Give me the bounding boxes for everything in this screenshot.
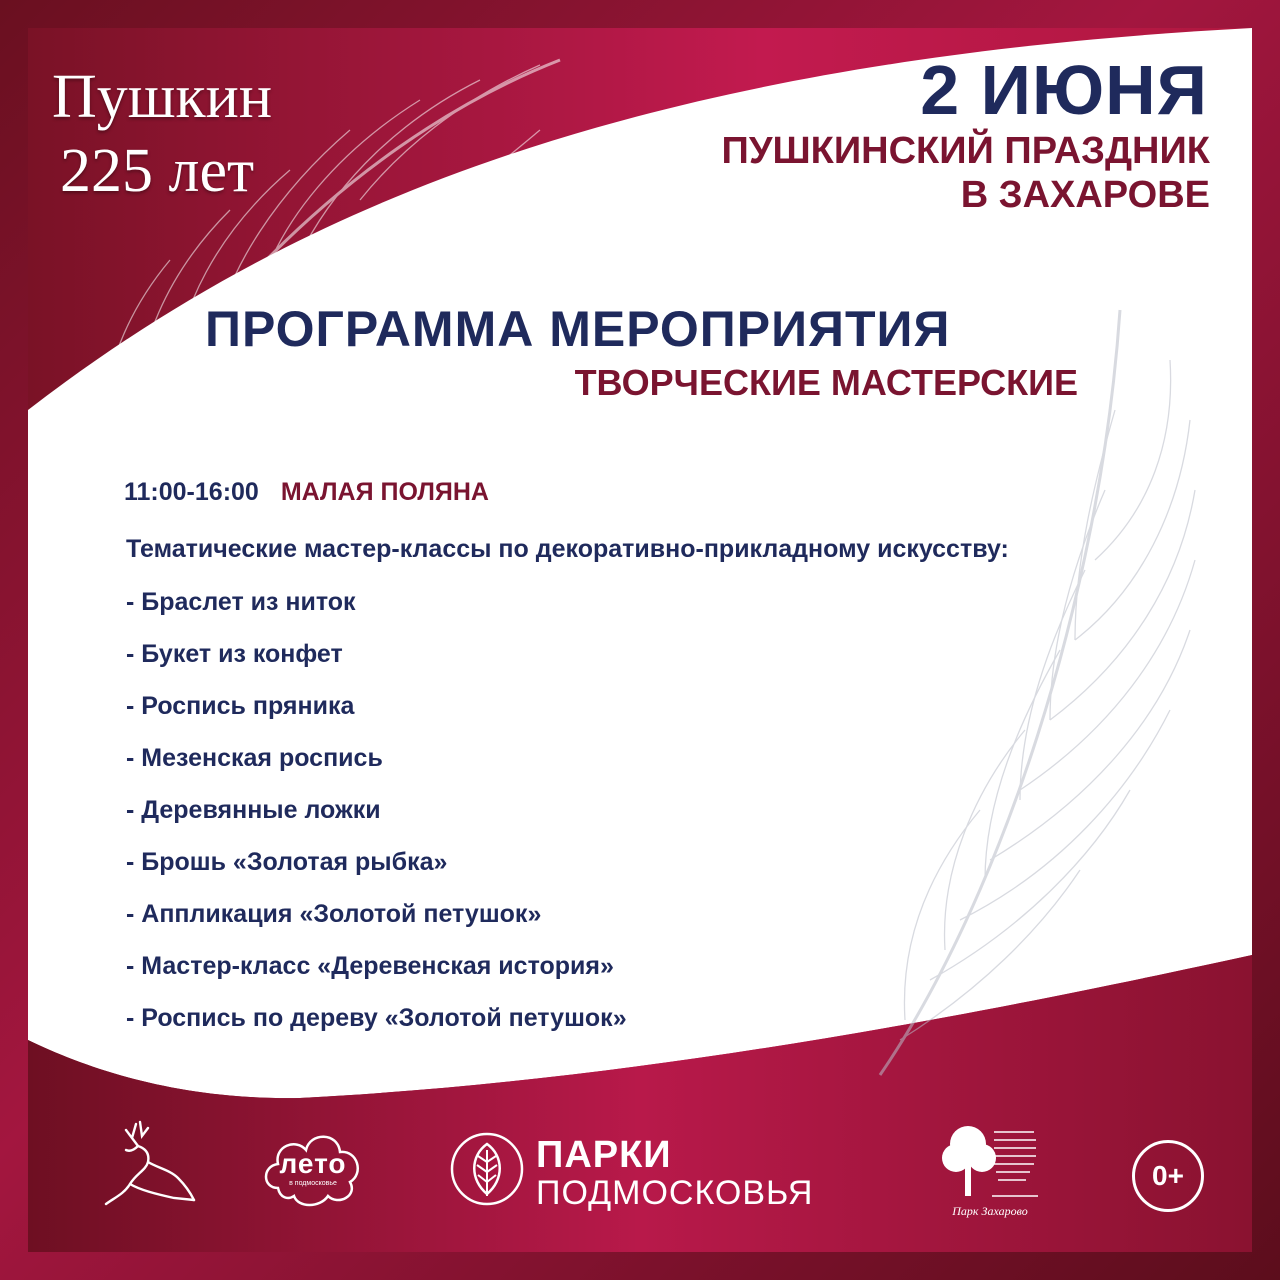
list-item: - Аппликация «Золотой петушок» [126, 900, 542, 928]
program-subtitle: ТВОРЧЕСКИЕ МАСТЕРСКИЕ [574, 362, 1078, 403]
workshop-list [126, 585, 627, 1053]
event-date: 2 ИЮНЯ [920, 51, 1208, 129]
schedule-time: 11:00-16:00 [124, 478, 259, 506]
list-item: - Браслет из ниток [126, 588, 356, 616]
parks-logo-line1: ПАРКИ [536, 1134, 672, 1176]
age-rating-badge: 0+ [1132, 1140, 1204, 1212]
leaf-logo-icon [448, 1130, 526, 1208]
list-item: - Брошь «Золотая рыбка» [126, 848, 448, 876]
list-item: - Букет из конфет [126, 640, 343, 668]
list-item: - Роспись по дереву «Золотой петушок» [126, 1004, 627, 1032]
anniversary-title [52, 60, 272, 208]
event-name-line1: ПУШКИНСКИЙ ПРАЗДНИК [721, 130, 1210, 172]
list-item: - Роспись пряника [126, 692, 355, 720]
program-title: ПРОГРАММА МЕРОПРИЯТИЯ [205, 301, 951, 357]
tree-logo-icon [938, 1118, 1042, 1202]
leto-logo-subtext: в подмосковье [289, 1180, 337, 1187]
list-item: - Деревянные ложки [126, 796, 381, 824]
leto-logo-text: лето [279, 1148, 347, 1179]
list-item: - Мастер-класс «Деревенская история» [126, 952, 614, 980]
program-intro: Тематические мастер-классы по декоративно-прикладному искусству: [126, 535, 1009, 563]
schedule-place: МАЛАЯ ПОЛЯНА [280, 478, 489, 506]
schedule-line [124, 478, 489, 507]
parks-logo-line2: ПОДМОСКОВЬЯ [536, 1174, 814, 1212]
event-name-line2: В ЗАХАРОВЕ [960, 174, 1210, 216]
zakharovo-logo-caption: Парк Захарово [952, 1204, 1028, 1218]
deer-logo-icon [96, 1118, 200, 1214]
anniversary-line1: Пушкин [52, 63, 272, 131]
list-item: - Мезенская роспись [126, 744, 383, 772]
anniversary-line2: 225 лет [60, 137, 255, 205]
